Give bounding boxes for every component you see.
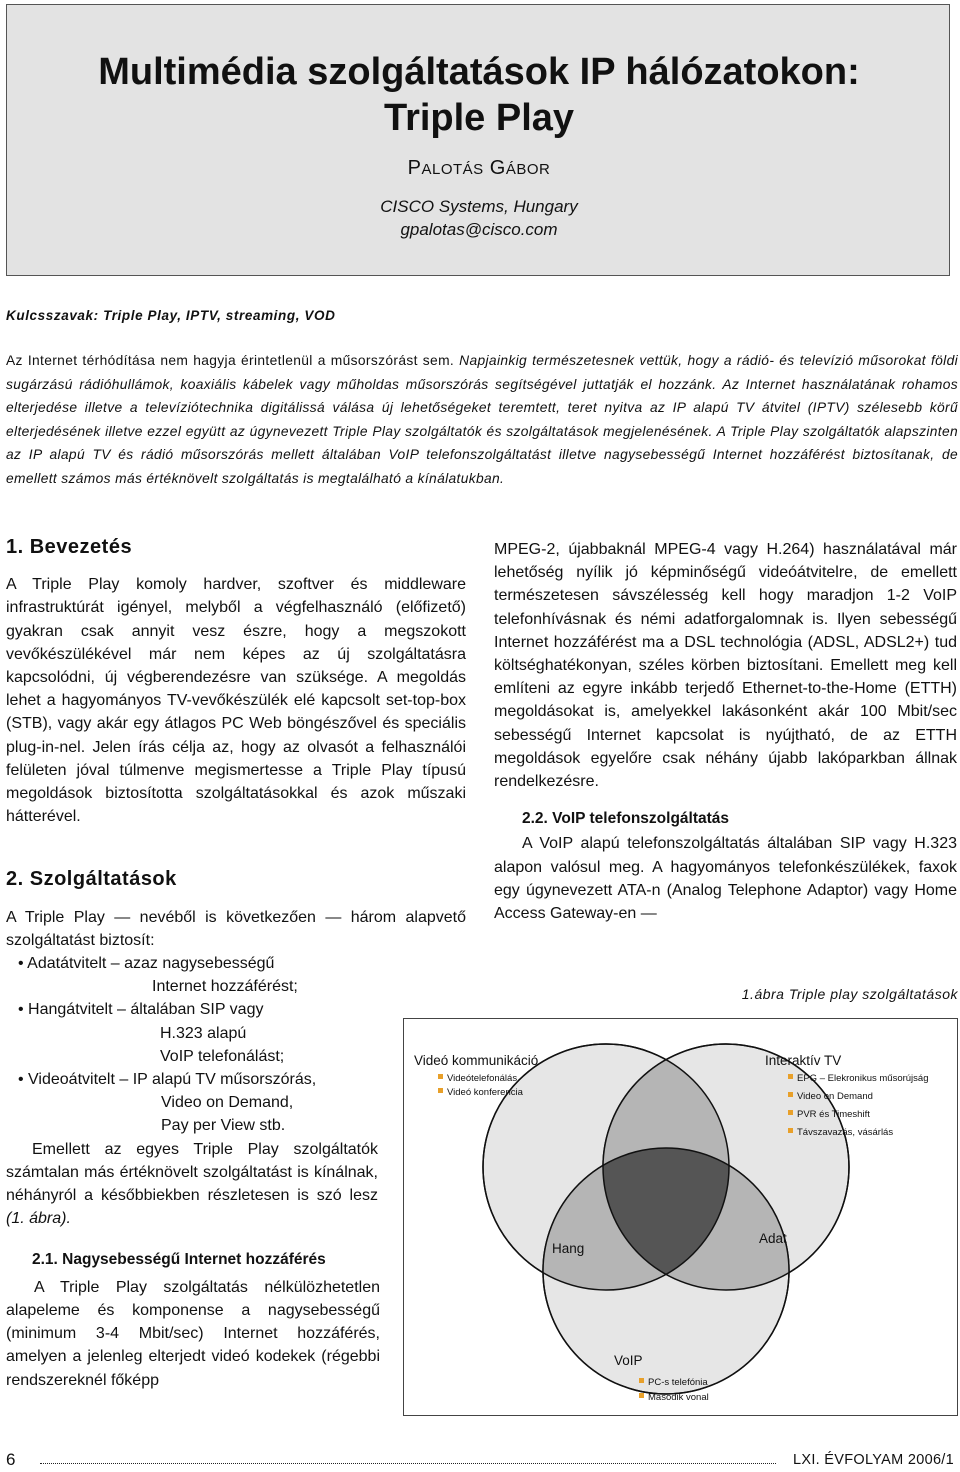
title-box — [6, 4, 950, 276]
subsection-heading-broadband: 2.1. Nagysebességű Internet hozzáférés — [32, 1251, 326, 1269]
subsection-heading-voip: 2.2. VoIP telefonszolgáltatás — [522, 810, 730, 828]
author-name: PALOTÁS GÁBOR — [407, 157, 551, 179]
bullet-icon — [788, 1110, 793, 1115]
page-number: 6 — [6, 1450, 16, 1469]
list-item: • Hangátvitelt – általában SIP vagy H.323 alapú VoIP telefonálást; — [18, 1001, 285, 1065]
broadband-text: A Triple Play szolgáltatás nélkülözhetetlen alapeleme és komponense a nagysebességű (minimum 3-4 Mbit/sec) Internet hozzáférés, amelyen a jelenleg elterjedt videó kodekek (régebbi rendszereknél főképp — [6, 1278, 380, 1389]
title-line-2: Triple Play — [383, 97, 575, 139]
broadband-text-continued: MPEG-2, újabbaknál MPEG-4 vagy H.264) használatával már lehetőség nyílik jó képminőségű videóátvitelre, de emellett természetesen sávszélesség kell hogy maradjon 1-2 VoIP telefonhívásnak és némi adatforgalomnak is. Ilyen sebességű Internet hozzáférést ma a DSL technológia (ADSL, ADSL2+) tud költséghatékonyan, széles körben biztosítani. Emellett meg kell említeni az egyre inkább terjedő Ethernet-to-the-Home (ETTH) megoldásokat is, amelyekkel lakásonként akár 100 Mbit/sec sebességű Internet kapcsolat is nyújtható, de az ETTH megoldások egyelőre csak néhány újabb lakóparkban állnak rendelkezésre. — [494, 541, 957, 791]
abstract-first-sentence: Az Internet térhódítása nem hagyja érintetlenül a műsorszórást sem. — [6, 353, 455, 368]
hang-label: Hang — [552, 1241, 585, 1256]
voip-item: Második vonal — [648, 1392, 709, 1403]
voip-title: VoIP — [614, 1353, 643, 1368]
voip-item: PC-s telefónia — [648, 1377, 708, 1388]
bullet-icon — [788, 1092, 793, 1097]
bullet-icon — [788, 1128, 793, 1133]
bullet-icon — [639, 1393, 644, 1398]
voip-text: A VoIP alapú telefonszolgáltatás általában SIP vagy H.323 alapon valósul meg. A hagyományos telefonkészülékek, faxok egy úgynevezett ATA-n (Analog Telephone Adaptor) vagy Home Access Gateway-en — — [494, 835, 957, 923]
itv-item: PVR és Timeshift — [797, 1109, 870, 1120]
figure-caption: 1.ábra Triple play szolgáltatások — [741, 986, 958, 1002]
abstract-body: Napjainkig természetesnek vettük, hogy a rádió- és televízió műsorokat földi sugárzású rádióhullámok, koaxiális kábelek vagy műholdas műsorszórás segítségével juttatják el hozzánk. Az Internet használatának rohamos elterjedése illetve a televíziótechnika digitálissá válása új lehetőségeket teremtett, teret nyitva az IP alapú TV átvitel (IPTV) szélesebb körű elterjedésének illetve ezzel együtt az úgynevezett Triple Play szolgáltatók és szolgáltatások megjelenésének. A Triple Play szolgáltatók alapszinten az IP alapú TV és rádió műsorszórás mellett általában VoIP telefonszolgáltatást illetve nagysebességű Internet hozzáférést biztosítanak, de emellett számos más értéknövelt szolgáltatás is megtalálható a kínálatukban. — [6, 353, 959, 486]
bullet-icon — [438, 1074, 443, 1079]
abstract — [6, 349, 958, 491]
itv-item: EPG – Elekronikus műsorújság — [797, 1073, 929, 1084]
right-column — [494, 538, 957, 925]
title-line-1: Multimédia szolgáltatások IP hálózatokon: — [98, 51, 860, 93]
services-list — [6, 952, 466, 1138]
video-item: Videó konferencia — [447, 1087, 523, 1098]
keywords: Kulcsszavak: Triple Play, IPTV, streaming, VOD — [6, 308, 336, 323]
list-item: • Adatátvitelt – azaz nagysebességű Internet hozzáférést; — [18, 955, 298, 996]
issue-label: LXI. ÉVFOLYAM 2006/1 — [792, 1452, 954, 1468]
section-heading-introduction: 1. Bevezetés — [6, 536, 133, 558]
services-intro: A Triple Play — nevéből is következően — három alapvető szolgáltatást biztosít: — [6, 908, 466, 949]
bullet-icon — [438, 1088, 443, 1093]
introduction-text: A Triple Play komoly hardver, szoftver és middleware infrastruktúrát igényel, melyből a végfelhasználó (előfizető) gyakran csak annyit vesz észre, hogy a megszokott vevőkészülékével már nem képes az új szolgáltatásra kapcsolódni, új végberendezésre van szüksége. A megoldás lehet a hagyományos TV-vevőkészülék elé kapcsolt set-top-box (STB), vagy akár egy átlagos PC Web böngészővel és speciális plug-in-nel. Jelen írás célja az, hogy az olvasót a felhasználói felületen jóval túlmenve megismertesse a Triple Play típusú megoldások biztosította szolgáltatásokkal és azok műszaki hátterével. — [6, 576, 466, 826]
list-item: • Videoátvitelt – IP alapú TV műsorszórás, Video on Demand, Pay per View stb. — [18, 1071, 317, 1135]
interactive-tv-title: Interaktív TV — [765, 1053, 842, 1068]
adat-label: Adat — [759, 1231, 787, 1246]
author-affiliation — [7, 195, 951, 241]
video-item: Videótelefonálás — [447, 1073, 518, 1084]
itv-item: Távszavazás, vásárlás — [797, 1127, 894, 1138]
itv-item: Video on Demand — [797, 1091, 873, 1102]
email-address: gpalotas@cisco.com — [400, 220, 558, 239]
section-heading-services: 2. Szolgáltatások — [6, 868, 177, 891]
figure-reference: (1. ábra). — [6, 1210, 71, 1228]
venn-diagram — [404, 1019, 956, 1414]
bullet-icon — [639, 1378, 644, 1383]
article-title — [7, 49, 951, 141]
services-additional-text: Emellett az egyes Triple Play szolgáltatók számtalan más értéknövelt szolgáltatást is kínálnak, néhányról a későbbiekben részletesen is szó lesz (1. ábra). — [6, 1140, 378, 1228]
affiliation: CISCO Systems, Hungary — [380, 197, 578, 216]
venn-figure — [403, 1018, 958, 1416]
left-column — [6, 536, 466, 1392]
video-communication-title: Videó kommunikáció — [414, 1053, 539, 1068]
footer-divider — [40, 1463, 776, 1464]
bullet-icon — [788, 1074, 793, 1079]
